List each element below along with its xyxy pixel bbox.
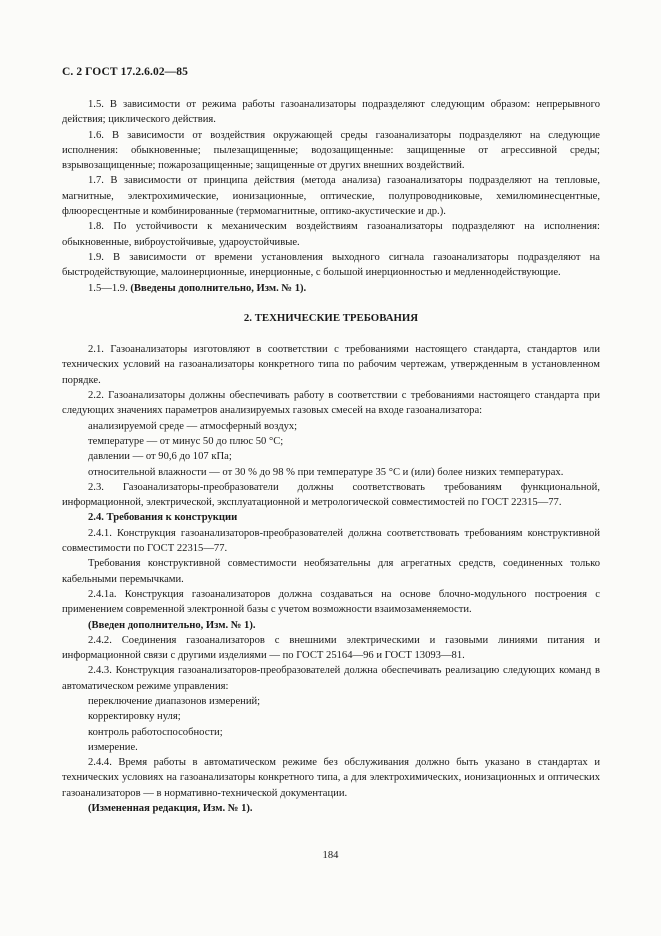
paragraph-1-5-1-9-note	[62, 281, 600, 296]
amendment-note: (Введен дополнительно, Изм. № 1).	[88, 619, 256, 631]
page-header: С. 2 ГОСТ 17.2.6.02—85	[62, 66, 188, 78]
paragraph-2-4-1-continued: Требования конструктивной совместимости необязательны для агрегатных средств, соединенных только кабельными перемычками.	[62, 558, 600, 585]
paragraph-2-4-1a-note	[62, 618, 600, 633]
list-item: корректировку нуля;	[88, 711, 181, 723]
list-item: температуре — от минус 50 до плюс 50 °С;	[88, 435, 284, 447]
paragraph-1-6: 1.6. В зависимости от воздействия окружающей среды газоанализаторы подразделяют на следующие исполнения: обыкновенные; пылезащищенные; водозащищенные: защищенные от агрессивной среды; взрывозащищенные; пожарозащищенные; защищенные от других внешних воздействий.	[62, 129, 600, 172]
list-item: переключение диапазонов измерений;	[88, 695, 261, 707]
list-item: анализируемой среде — атмосферный воздух;	[88, 420, 298, 432]
paragraph-2-2: 2.2. Газоанализаторы должны обеспечивать работу в соответствии с требованиями настоящего стандарта при следующих значениях параметров анализируемых газовых смесей на входе газоанализатора:	[62, 390, 600, 417]
paragraph-1-7: 1.7. В зависимости от принципа действия (метода анализа) газоанализаторы подразделяют на тепловые, магнитные, электрохимические, ионизационные, оптические, полупроводниковые, хемилюминесцентные, флюоресцентные и комбинированные (термомагнитные, оптико-акустические и др.).	[62, 175, 600, 218]
paragraph-2-4-4-note	[62, 801, 600, 816]
paragraph-2-4-1: 2.4.1. Конструкция газоанализаторов-преобразователей должна соответствовать требованиям конструктивной совместимости по ГОСТ 22315—77.	[62, 527, 600, 555]
list-item: контроль работоспособности;	[88, 726, 223, 738]
paragraph-2-4-2: 2.4.2. Соединения газоанализаторов с внешними электрическими и газовыми линиями питания и информационной связи с другими изделиями — по ГОСТ 25164—96 и ГОСТ 13093—81.	[62, 634, 600, 662]
paragraph-2-4-1a: 2.4.1а. Конструкция газоанализаторов должна создаваться на основе блочно-модульного построения с применением современной электронной базы с учетом возможности взаимозаменяемости.	[62, 588, 600, 616]
paragraph-2-4-3: 2.4.3. Конструкция газоанализаторов-преобразователей должна обеспечивать реализацию следующих команд в автоматическом режиме управления:	[62, 665, 600, 692]
paragraph-1-9: 1.9. В зависимости от времени установления выходного сигнала газоанализаторы подразделяют на быстродействующие, малоинерционные, инерционные, с большой инерционностью и медленнодействующие.	[62, 251, 600, 279]
page-number: 184	[322, 850, 339, 861]
note-prefix: 1.5—1.9.	[88, 282, 131, 294]
paragraph-2-1: 2.1. Газоанализаторы изготовляют в соответствии с требованиями настоящего стандарта, стандартов или технических условий на газоанализаторы конкретного типа по рабочим чертежам, утвержденным в установленном порядке.	[62, 344, 600, 386]
list-item: давлении — от 90,6 до 107 кПа;	[88, 451, 232, 463]
amendment-note: (Введены дополнительно, Изм. № 1).	[130, 282, 307, 294]
paragraph-1-5: 1.5. В зависимости от режима работы газоанализаторы подразделяют следующим образом: непрерывного действия; циклического действия.	[62, 99, 600, 126]
list-item: измерение.	[88, 741, 138, 753]
paragraph-2-4-4: 2.4.4. Время работы в автоматическом режиме без обслуживания должно быть указано в стандартах и технических условиях на газоанализаторы конкретного типа, а для электрохимических, ионизационных и оптических газоанализаторов — в нормативно-технической документации.	[62, 757, 600, 799]
amendment-note: (Измененная редакция, Изм. № 1).	[88, 803, 253, 815]
paragraph-1-8: 1.8. По устойчивости к механическим воздействиям газоанализаторы подразделяют на исполнения: обыкновенные, виброустойчивые, удароустойчивые.	[62, 221, 600, 248]
section-2-title: 2. ТЕХНИЧЕСКИЕ ТРЕБОВАНИЯ	[243, 311, 419, 324]
subsection-title: 2.4. Требования к конструкции	[88, 512, 238, 524]
document-body	[62, 97, 600, 816]
list-item-humidity: относительной влажности — от 30 % до 98 % при температуре 35 °С и (или) более низких температурах.	[88, 466, 564, 478]
paragraph-2-3: 2.3. Газоанализаторы-преобразователи должны соответствовать требованиям функциональной, информационной, электрической, эксплуатационной и метрологической совместимостей по ГОСТ 22315—77.	[62, 481, 600, 509]
paragraph-2-4-title	[62, 510, 600, 525]
